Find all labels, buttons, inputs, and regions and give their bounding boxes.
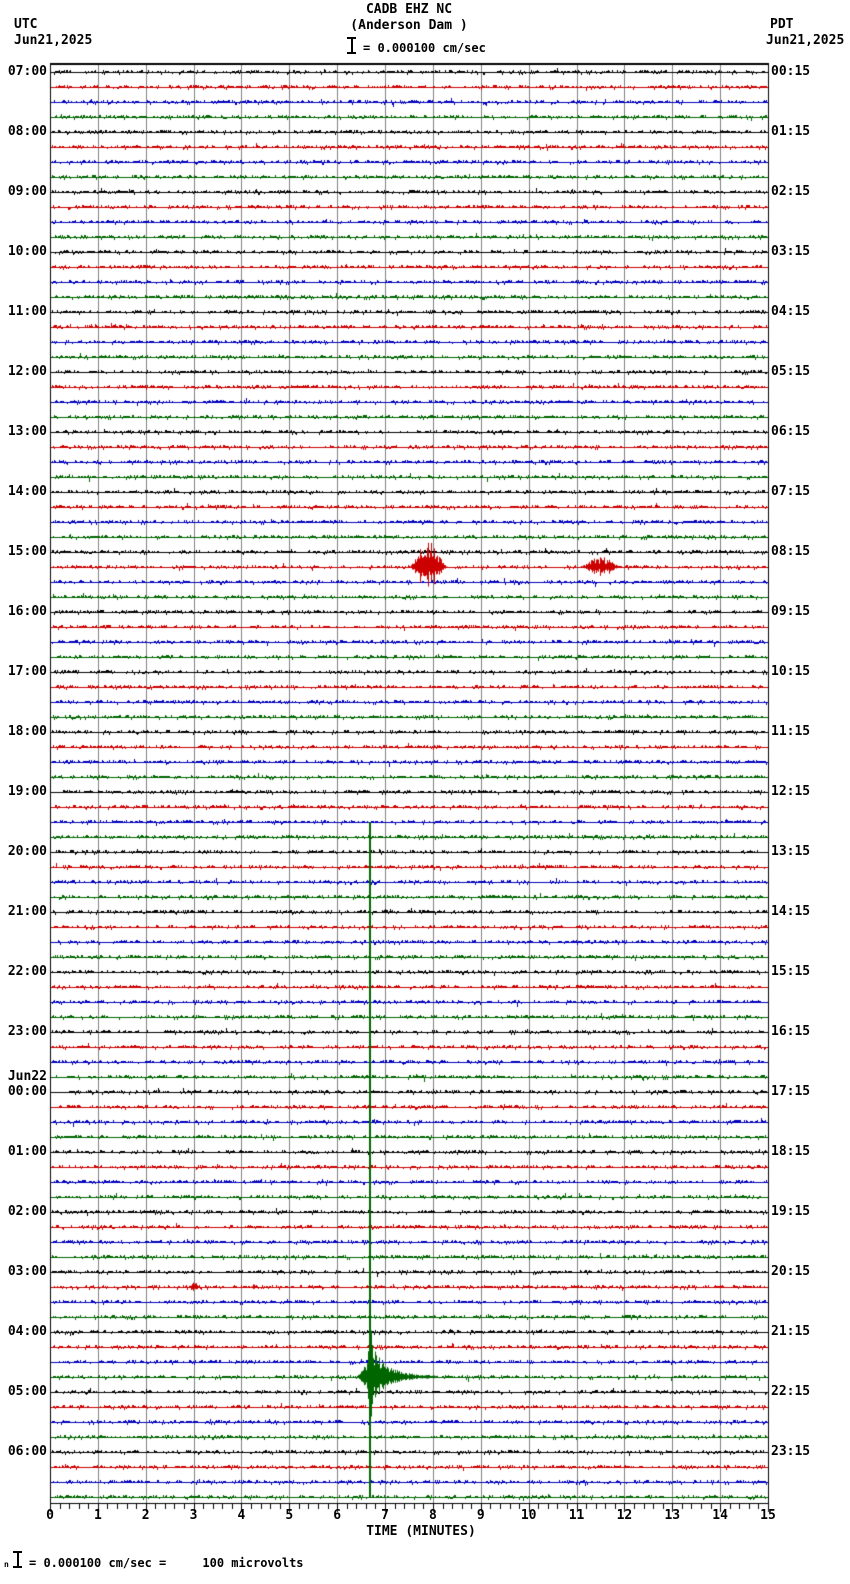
utc-time-label: 08:00 xyxy=(7,124,47,139)
utc-time-label: 23:00 xyxy=(7,1024,47,1039)
minute-tick-label: 9 xyxy=(476,1508,485,1523)
minute-tick-label: 10 xyxy=(520,1508,537,1523)
minute-tick-label: 13 xyxy=(664,1508,681,1523)
utc-time-label: 16:00 xyxy=(7,604,47,619)
pdt-time-label: 01:15 xyxy=(771,124,811,139)
utc-time-label: 07:00 xyxy=(7,64,47,79)
pdt-time-label: 00:15 xyxy=(771,64,811,79)
pdt-time-label: 08:15 xyxy=(771,544,811,559)
utc-time-label: 05:00 xyxy=(7,1384,47,1399)
minute-tick-label: 0 xyxy=(46,1508,54,1523)
utc-time-label: 00:00 xyxy=(7,1084,47,1099)
minute-tick-label: 11 xyxy=(568,1508,585,1523)
pdt-time-label: 04:15 xyxy=(771,304,811,319)
minute-tick-label: 6 xyxy=(333,1508,342,1523)
minute-tick-label: 14 xyxy=(712,1508,728,1523)
utc-time-label: 22:00 xyxy=(7,964,47,979)
pdt-time-label: 14:15 xyxy=(771,904,811,919)
pdt-time-label: 16:15 xyxy=(771,1024,811,1039)
utc-time-label: 11:00 xyxy=(7,304,47,319)
minute-tick-label: 3 xyxy=(189,1508,198,1523)
pdt-time-label: 10:15 xyxy=(771,664,811,679)
pdt-time-label: 02:15 xyxy=(771,184,811,199)
utc-time-label: 14:00 xyxy=(7,484,47,499)
pdt-time-label: 12:15 xyxy=(771,784,811,799)
utc-time-label: 21:00 xyxy=(7,904,47,919)
footnote-text: = 0.000100 cm/sec = 100 microvolts xyxy=(29,1556,304,1570)
minute-tick-label: 8 xyxy=(429,1508,437,1523)
footnote-prefix: n xyxy=(4,1560,9,1569)
pdt-time-label: 15:15 xyxy=(771,964,811,979)
minute-tick-label: 1 xyxy=(93,1508,102,1523)
utc-time-label: 18:00 xyxy=(7,724,47,739)
pdt-time-label: 22:15 xyxy=(771,1384,811,1399)
pdt-time-label: 21:15 xyxy=(771,1324,811,1339)
utc-time-label: 15:00 xyxy=(7,544,47,559)
pdt-time-label: 07:15 xyxy=(771,484,811,499)
pdt-time-label: 13:15 xyxy=(771,844,811,859)
pdt-time-label: 17:15 xyxy=(771,1084,811,1099)
utc-date-note: Jun22 xyxy=(7,1069,47,1084)
minute-tick-label: 12 xyxy=(616,1508,633,1523)
pdt-time-label: 03:15 xyxy=(771,244,811,259)
pdt-time-label: 20:15 xyxy=(771,1264,811,1279)
pdt-time-label: 23:15 xyxy=(771,1444,811,1459)
pdt-time-label: 11:15 xyxy=(771,724,811,739)
x-axis-title: TIME (MINUTES) xyxy=(366,1524,476,1539)
footnote-scale-bar-icon xyxy=(13,1551,22,1568)
utc-time-label: 12:00 xyxy=(7,364,47,379)
utc-time-label: 13:00 xyxy=(7,424,47,439)
utc-time-label: 02:00 xyxy=(7,1204,47,1219)
utc-time-label: 09:00 xyxy=(7,184,47,199)
pdt-time-label: 06:15 xyxy=(771,424,811,439)
pdt-time-label: 19:15 xyxy=(771,1204,811,1219)
minute-tick-label: 2 xyxy=(141,1508,150,1523)
utc-time-label: 17:00 xyxy=(7,664,47,679)
utc-time-label: 20:00 xyxy=(7,844,47,859)
pdt-time-label: 05:15 xyxy=(771,364,811,379)
minute-tick-label: 4 xyxy=(237,1508,246,1523)
utc-time-label: 06:00 xyxy=(7,1444,47,1459)
utc-time-label: 03:00 xyxy=(7,1264,47,1279)
minute-tick-label: 15 xyxy=(760,1508,776,1523)
utc-time-label: 10:00 xyxy=(7,244,47,259)
minute-tick-label: 5 xyxy=(285,1508,294,1523)
pdt-time-label: 18:15 xyxy=(771,1144,811,1159)
pdt-time-label: 09:15 xyxy=(771,604,811,619)
utc-time-label: 01:00 xyxy=(7,1144,47,1159)
minute-tick-label: 7 xyxy=(381,1508,389,1523)
utc-time-label: 19:00 xyxy=(7,784,47,799)
utc-time-label: 04:00 xyxy=(7,1324,47,1339)
